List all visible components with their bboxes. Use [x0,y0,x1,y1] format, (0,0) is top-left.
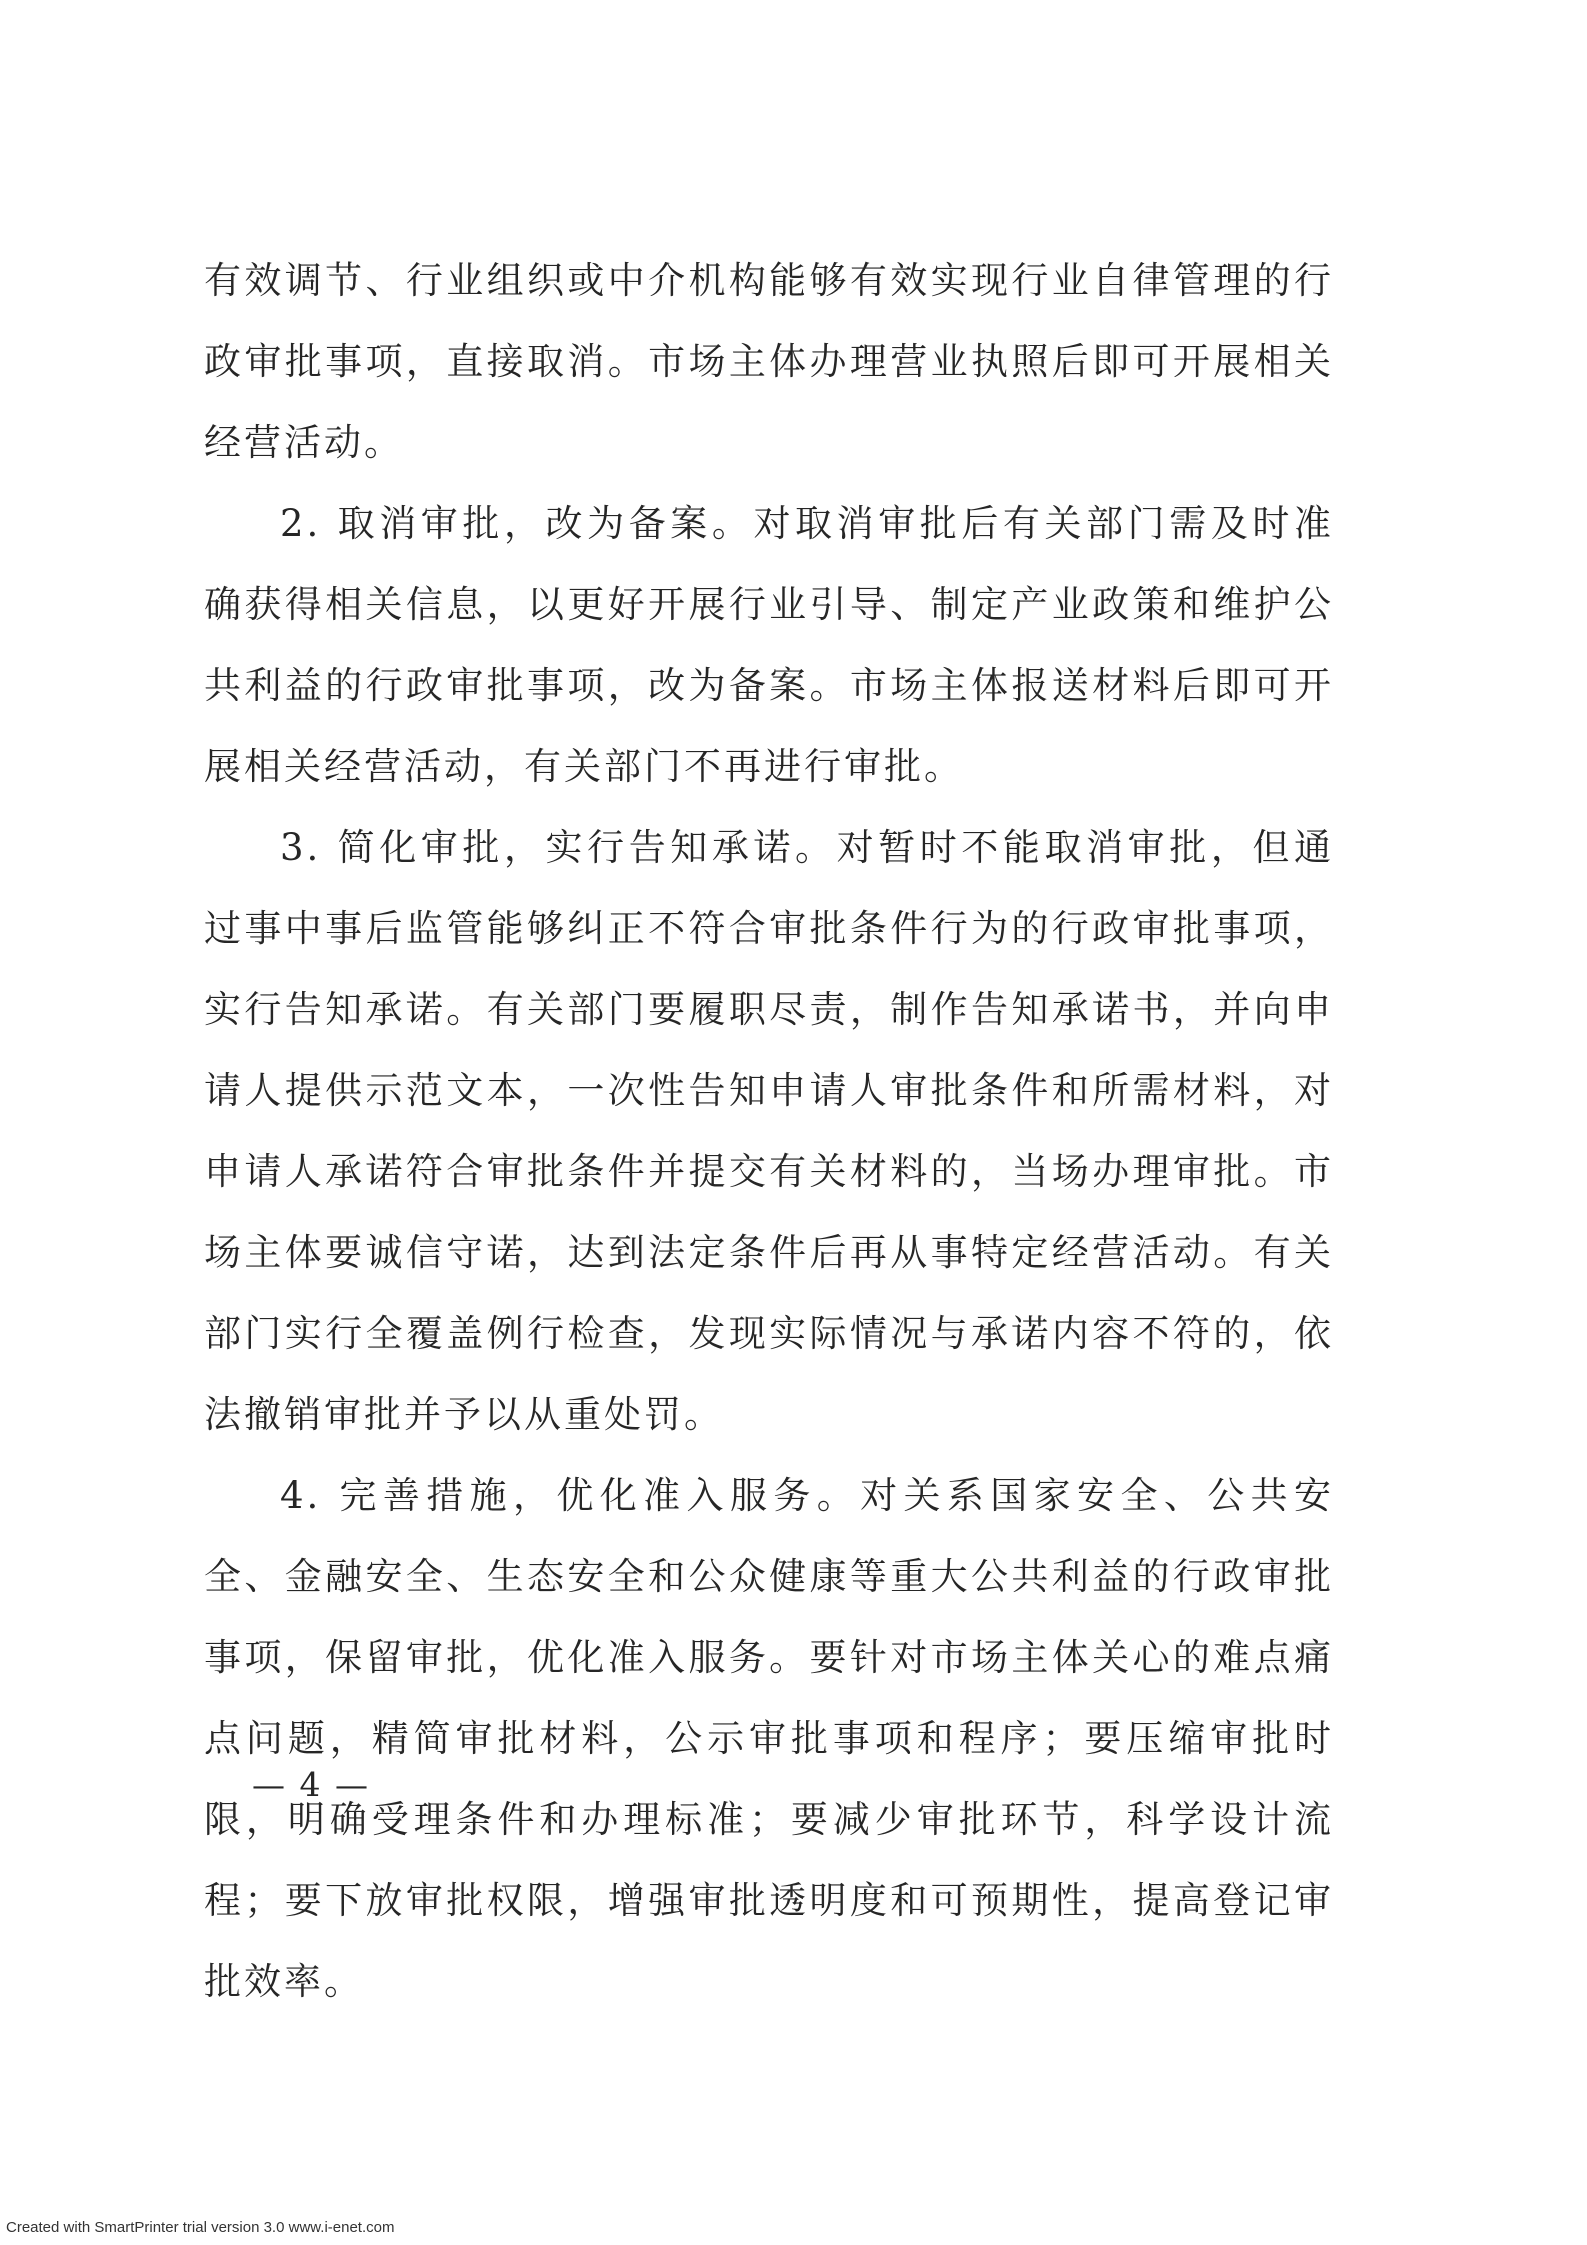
page-number: — 4 — [252,1765,370,1804]
paragraph-continuation: 有效调节、行业组织或中介机构能够有效实现行业自律管理的行政审批事项，直接取消。市场主体办理营业执照后即可开展相关经营活动。 [204,259,1334,464]
watermark-footer-note: Created with SmartPrinter trial version 3.0 www.i-enet.com [6,2219,395,2236]
paragraph-item-2: 2. 取消审批，改为备案。对取消审批后有关部门需及时准确获得相关信息，以更好开展行业引导、制定产业政策和维护公共利益的行政审批事项，改为备案。市场主体报送材料后即可开展相关经营活动，有关部门不再进行审批。 [204,502,1334,788]
paragraph-item-3: 3. 简化审批，实行告知承诺。对暂时不能取消审批，但通过事中事后监管能够纠正不符合审批条件行为的行政审批事项，实行告知承诺。有关部门要履职尽责，制作告知承诺书，并向申请人提供示范文本，一次性告知申请人审批条件和所需材料，对申请人承诺符合审批条件并提交有关材料的，当场办理审批。市场主体要诚信守诺，达到法定条件后再从事特定经营活动。有关部门实行全覆盖例行检查，发现实际情况与承诺内容不符的，依法撤销审批并予以从重处罚。 [204,826,1334,1436]
document-body [204,240,1334,2022]
paragraph-item-4: 4. 完善措施，优化准入服务。对关系国家安全、公共安全、金融安全、生态安全和公众健康等重大公共利益的行政审批事项，保留审批，优化准入服务。要针对市场主体关心的难点痛点问题，精简审批材料，公示审批事项和程序；要压缩审批时限，明确受理条件和办理标准；要减少审批环节，科学设计流程；要下放审批权限，增强审批透明度和可预期性，提高登记审批效率。 [204,1474,1334,2003]
